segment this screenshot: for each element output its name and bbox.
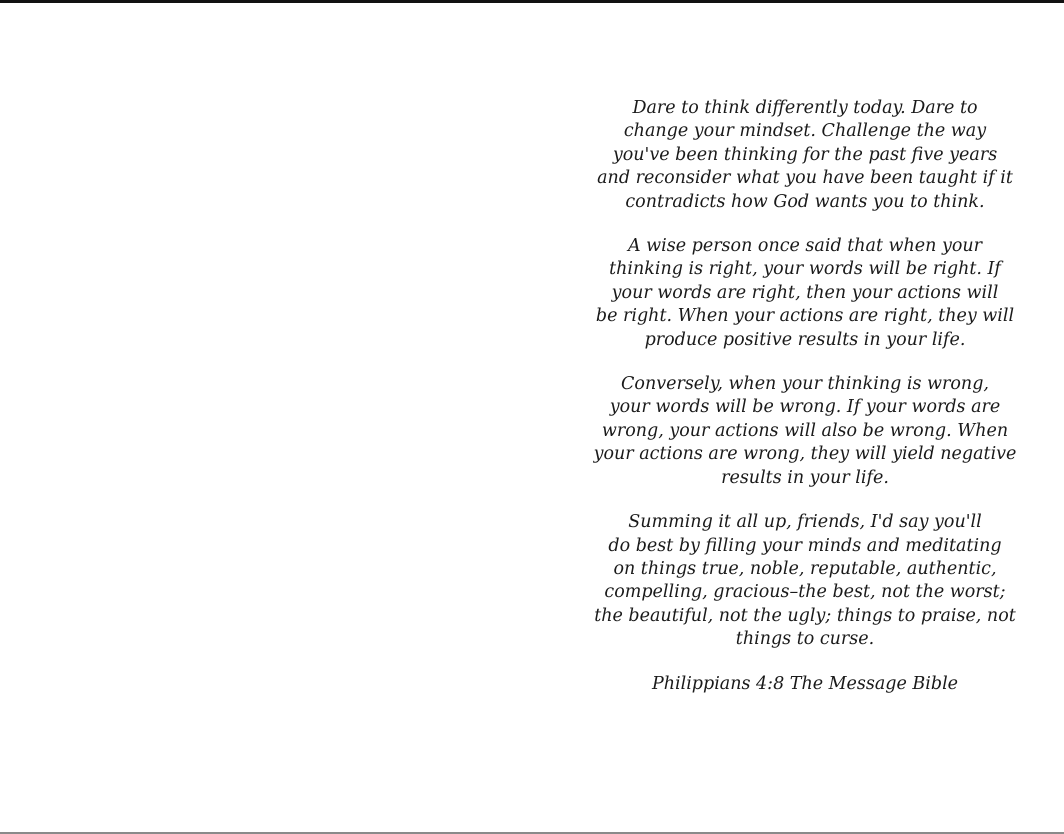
paragraph-summing-up bbox=[570, 511, 1040, 651]
text-line: be right. When your actions are right, they will bbox=[595, 306, 1015, 327]
left-page-blank bbox=[0, 3, 532, 832]
text-line: produce positive results in your life. bbox=[644, 329, 966, 350]
right-page bbox=[532, 3, 1064, 832]
text-line: on things true, noble, reputable, authentic, bbox=[613, 558, 997, 579]
text-line: compelling, gracious–the best, not the worst; bbox=[604, 582, 1006, 603]
text-line: results in your life. bbox=[721, 467, 889, 488]
text-line: wrong, your actions will also be wrong. When bbox=[601, 420, 1009, 441]
text-line: Summing it all up, friends, I'd say you'll bbox=[628, 512, 982, 533]
paragraph-conversely bbox=[570, 373, 1040, 490]
text-line: Conversely, when your thinking is wrong, bbox=[621, 374, 989, 395]
scripture-citation: Philippians 4:8 The Message Bible bbox=[651, 673, 959, 694]
text-line: Dare to think differently today. Dare to bbox=[632, 98, 978, 118]
text-line: contradicts how God wants you to think. bbox=[625, 191, 985, 212]
paragraph-wise-person bbox=[570, 235, 1040, 352]
text-line: do best by filling your minds and meditating bbox=[608, 535, 1002, 556]
text-line: change your mindset. Challenge the way bbox=[623, 121, 987, 142]
text-line: A wise person once said that when your bbox=[627, 236, 983, 257]
devotional-text bbox=[570, 97, 1040, 696]
text-line: things to curse. bbox=[735, 629, 875, 650]
text-line: your words will be wrong. If your words are bbox=[609, 397, 1001, 418]
text-line: you've been thinking for the past five years bbox=[612, 144, 998, 165]
paragraph-dare-to-think bbox=[570, 97, 1040, 214]
text-line: the beautiful, not the ugly; things to praise, not bbox=[594, 605, 1016, 626]
text-line: thinking is right, your words will be right. If bbox=[609, 259, 1001, 280]
text-line: your actions are wrong, they will yield negative bbox=[593, 444, 1017, 465]
text-line: and reconsider what you have been taught if it bbox=[597, 168, 1013, 189]
text-line: your words are right, then your actions will bbox=[611, 282, 999, 303]
